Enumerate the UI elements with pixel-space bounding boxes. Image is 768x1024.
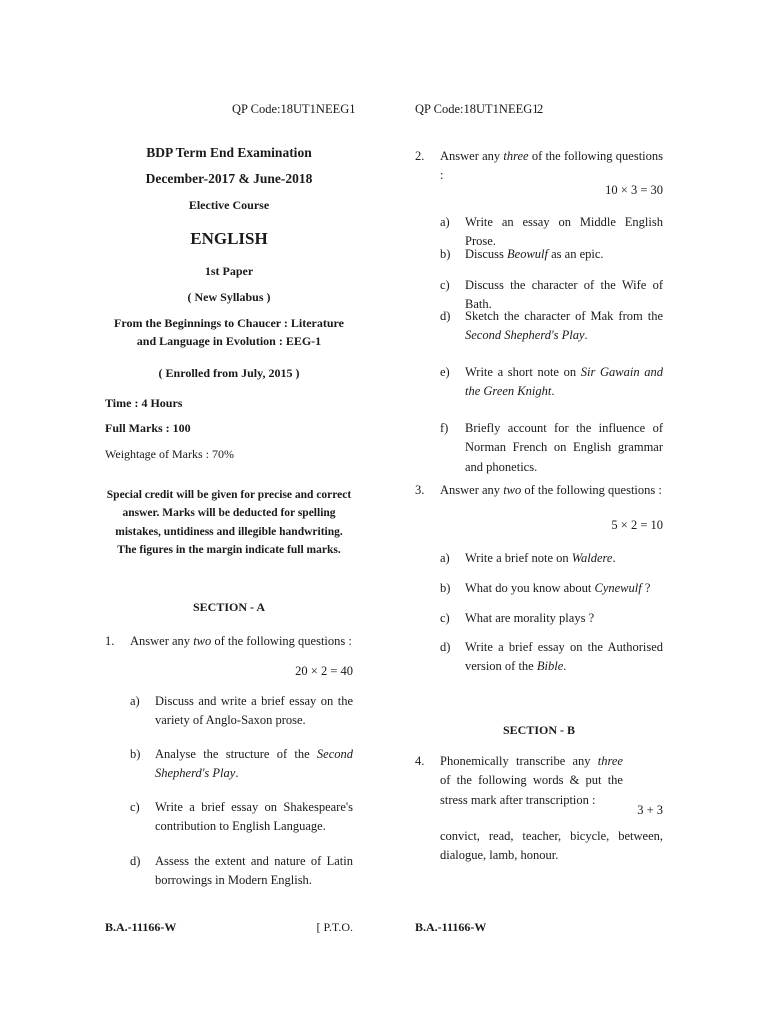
qp-code: QP Code:18UT1NEEG1	[415, 102, 539, 116]
option-text: Analyse the structure of the Second Shepherd's Play.	[155, 747, 353, 781]
option-text: Discuss the character of the Wife of Bath.	[465, 278, 663, 312]
question-1c	[130, 798, 353, 837]
question-1b	[130, 745, 353, 784]
option-label: c)	[440, 611, 450, 625]
option-text: Write a brief note on Waldere.	[465, 551, 616, 565]
weightage: Weightage of Marks : 70%	[105, 447, 234, 461]
option-text: Write a short note on Sir Gawain and the Green Knight.	[465, 365, 663, 399]
question-4-words: convict, read, teacher, bicycle, between, dialogue, lamb, honour.	[440, 829, 663, 863]
option-text: Sketch the character of Mak from the Second Shepherd's Play.	[465, 309, 663, 343]
question-2-marks: 10 × 3 = 30	[605, 183, 663, 197]
qp-code: QP Code:18UT1NEEG1	[232, 102, 356, 116]
footer-pto: [ P.T.O.	[316, 920, 353, 934]
question-number: 2.	[415, 149, 425, 163]
question-text: Answer any two of the following questions :	[440, 483, 662, 497]
option-label: b)	[440, 581, 451, 595]
syllabus: ( New Syllabus )	[187, 290, 271, 304]
question-1-marks: 20 × 2 = 40	[295, 664, 353, 678]
question-1d	[130, 852, 353, 891]
question-2e	[440, 363, 663, 402]
subject-title: ENGLISH	[190, 229, 268, 248]
enrolled-note: ( Enrolled from July, 2015 )	[158, 366, 300, 380]
time-allowed: Time : 4 Hours	[105, 396, 183, 410]
question-3c	[440, 609, 663, 628]
question-2f	[440, 419, 663, 477]
paper-number: 1st Paper	[204, 264, 254, 278]
question-text: Answer any two of the following questions :	[130, 634, 352, 648]
option-text: Write an essay on Middle English Prose.	[465, 215, 663, 249]
exam-session: December-2017 & June-2018	[145, 171, 313, 186]
full-marks: Full Marks : 100	[105, 421, 191, 435]
question-4-marks: 3 + 3	[637, 803, 663, 817]
instructions: Special credit will be given for precise and correct answer. Marks will be deducted for spelling mistakes, untidiness and illegible handwriting. The figures in the margin indicate full marks.	[106, 489, 352, 557]
option-text: Briefly account for the influence of Norman French on English grammar and phonetics.	[465, 421, 663, 474]
option-text: Write a brief essay on Shakespeare's contribution to English Language.	[155, 800, 353, 834]
option-label: a)	[130, 694, 140, 708]
option-text: Discuss Beowulf as an epic.	[465, 247, 604, 261]
page-number: 2	[537, 102, 544, 116]
footer-code: B.A.-11166-W	[105, 920, 177, 934]
question-1	[105, 632, 353, 651]
question-4	[415, 752, 663, 810]
question-3	[415, 481, 663, 500]
course-type: Elective Course	[188, 198, 270, 212]
paper-title: From the Beginnings to Chaucer : Literature and Language in Evolution : EEG-1	[114, 316, 344, 348]
option-label: d)	[440, 309, 451, 323]
option-label: d)	[440, 640, 451, 654]
option-text: Assess the extent and nature of Latin borrowings in Modern English.	[155, 854, 353, 888]
question-2b	[440, 245, 663, 264]
question-text: Phonemically transcribe any three of the following words & put the stress mark after transcription :	[440, 754, 623, 807]
option-label: b)	[440, 247, 451, 261]
question-2	[415, 147, 663, 186]
question-3d	[440, 638, 663, 677]
option-label: b)	[130, 747, 141, 761]
option-text: What do you know about Cynewulf ?	[465, 581, 651, 595]
option-text: Write a brief essay on the Authorised version of the Bible.	[465, 640, 663, 674]
question-3-marks: 5 × 2 = 10	[611, 518, 663, 532]
option-label: c)	[130, 800, 140, 814]
section-a-heading: SECTION - A	[192, 600, 266, 614]
question-number: 4.	[415, 754, 425, 768]
option-label: e)	[440, 365, 450, 379]
question-number: 1.	[105, 634, 115, 648]
option-label: f)	[440, 421, 449, 435]
option-label: a)	[440, 551, 450, 565]
section-b-heading: SECTION - B	[502, 723, 576, 737]
option-text: What are morality plays ?	[465, 611, 595, 625]
question-1a	[130, 692, 353, 731]
option-text: Discuss and write a brief essay on the variety of Anglo-Saxon prose.	[155, 694, 353, 728]
exam-title: BDP Term End Examination	[146, 145, 312, 160]
question-2d	[440, 307, 663, 346]
question-3a	[440, 549, 663, 568]
question-text: Answer any three of the following questions :	[440, 149, 663, 183]
footer-code: B.A.-11166-W	[415, 920, 487, 934]
question-3b	[440, 579, 663, 598]
option-label: a)	[440, 215, 450, 229]
option-label: c)	[440, 278, 450, 292]
question-number: 3.	[415, 483, 425, 497]
option-label: d)	[130, 854, 141, 868]
